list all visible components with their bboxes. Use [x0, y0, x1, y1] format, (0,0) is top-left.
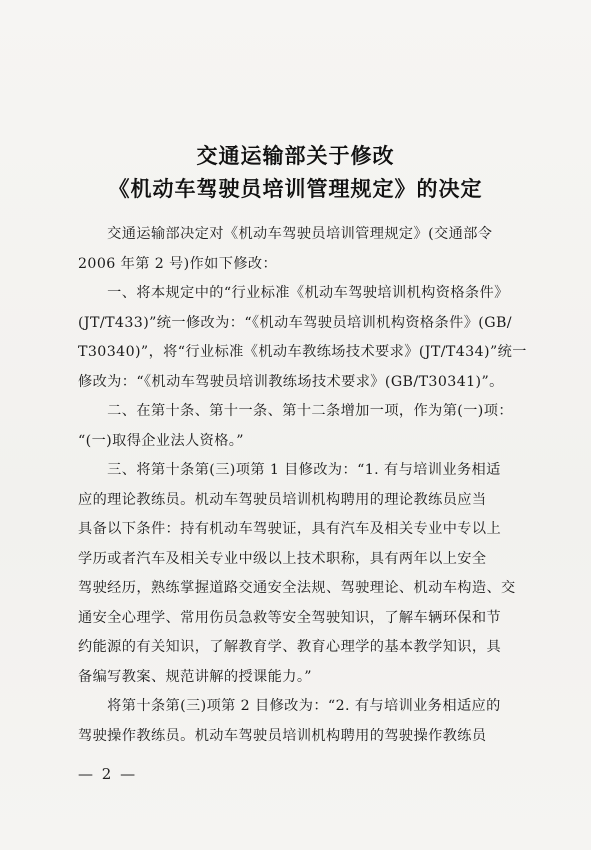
body-line: 约能源的有关知识，了解教育学、教育心理学的基本教学知识，具: [78, 639, 502, 655]
body-line: 具备以下条件：持有机动车驾驶证，具有汽车及相关专业中专以上: [78, 521, 502, 537]
document-title-line1: 交通运输部关于修改: [196, 144, 395, 168]
body-line: 应的理论教练员。机动车驾驶员培训机构聘用的理论教练员应当: [78, 491, 487, 508]
body-line: 修改为：“《机动车驾驶员培训教练场技术要求》(GB/T30341)”。: [78, 373, 504, 390]
body-line: 备编写教案、规范讲解的授课能力。”: [78, 668, 312, 685]
body-line: 通安全心理学、常用伤员急救等安全驾驶知识，了解车辆环保和节: [78, 609, 502, 626]
body-line: 三、将第十条第(三)项第 1 目修改为：“1. 有与培训业务相适: [78, 462, 501, 478]
body-line: 二、在第十条、第十一条、第十二条增加一项，作为第(一)项：: [78, 403, 513, 419]
body-line: 将第十条第(三)项第 2 目修改为：“2. 有与培训业务相适应的: [78, 698, 501, 714]
body-line: 交通运输部决定对《机动车驾驶员培训管理规定》(交通部令: [78, 226, 493, 242]
body-line: (JT/T433)”统一修改为：“《机动车驾驶员培训机构资格条件》(GB/: [78, 314, 512, 331]
body-line: 2006 年第 2 号)作如下修改：: [78, 255, 278, 272]
body-line: 驾驶经历，熟练掌握道路交通安全法规、驾驶理论、机动车构造、交: [78, 580, 516, 596]
page-number: — 2 —: [78, 765, 138, 783]
body-line: “(一)取得企业法人资格。”: [78, 432, 244, 449]
body-line: 驾驶操作教练员。机动车驾驶员培训机构聘用的驾驶操作教练员: [78, 727, 487, 744]
document-title-line2: 《机动车驾驶员培训管理规定》的决定: [108, 177, 483, 201]
body-line: T30340)”，将“行业标准《机动车教练场技术要求》(JT/T434)”统一: [78, 344, 527, 360]
body-line: 学历或者汽车及相关专业中级以上技术职称，具有两年以上安全: [78, 550, 487, 567]
body-line: 一、将本规定中的“行业标准《机动车驾驶培训机构资格条件》: [78, 285, 509, 301]
